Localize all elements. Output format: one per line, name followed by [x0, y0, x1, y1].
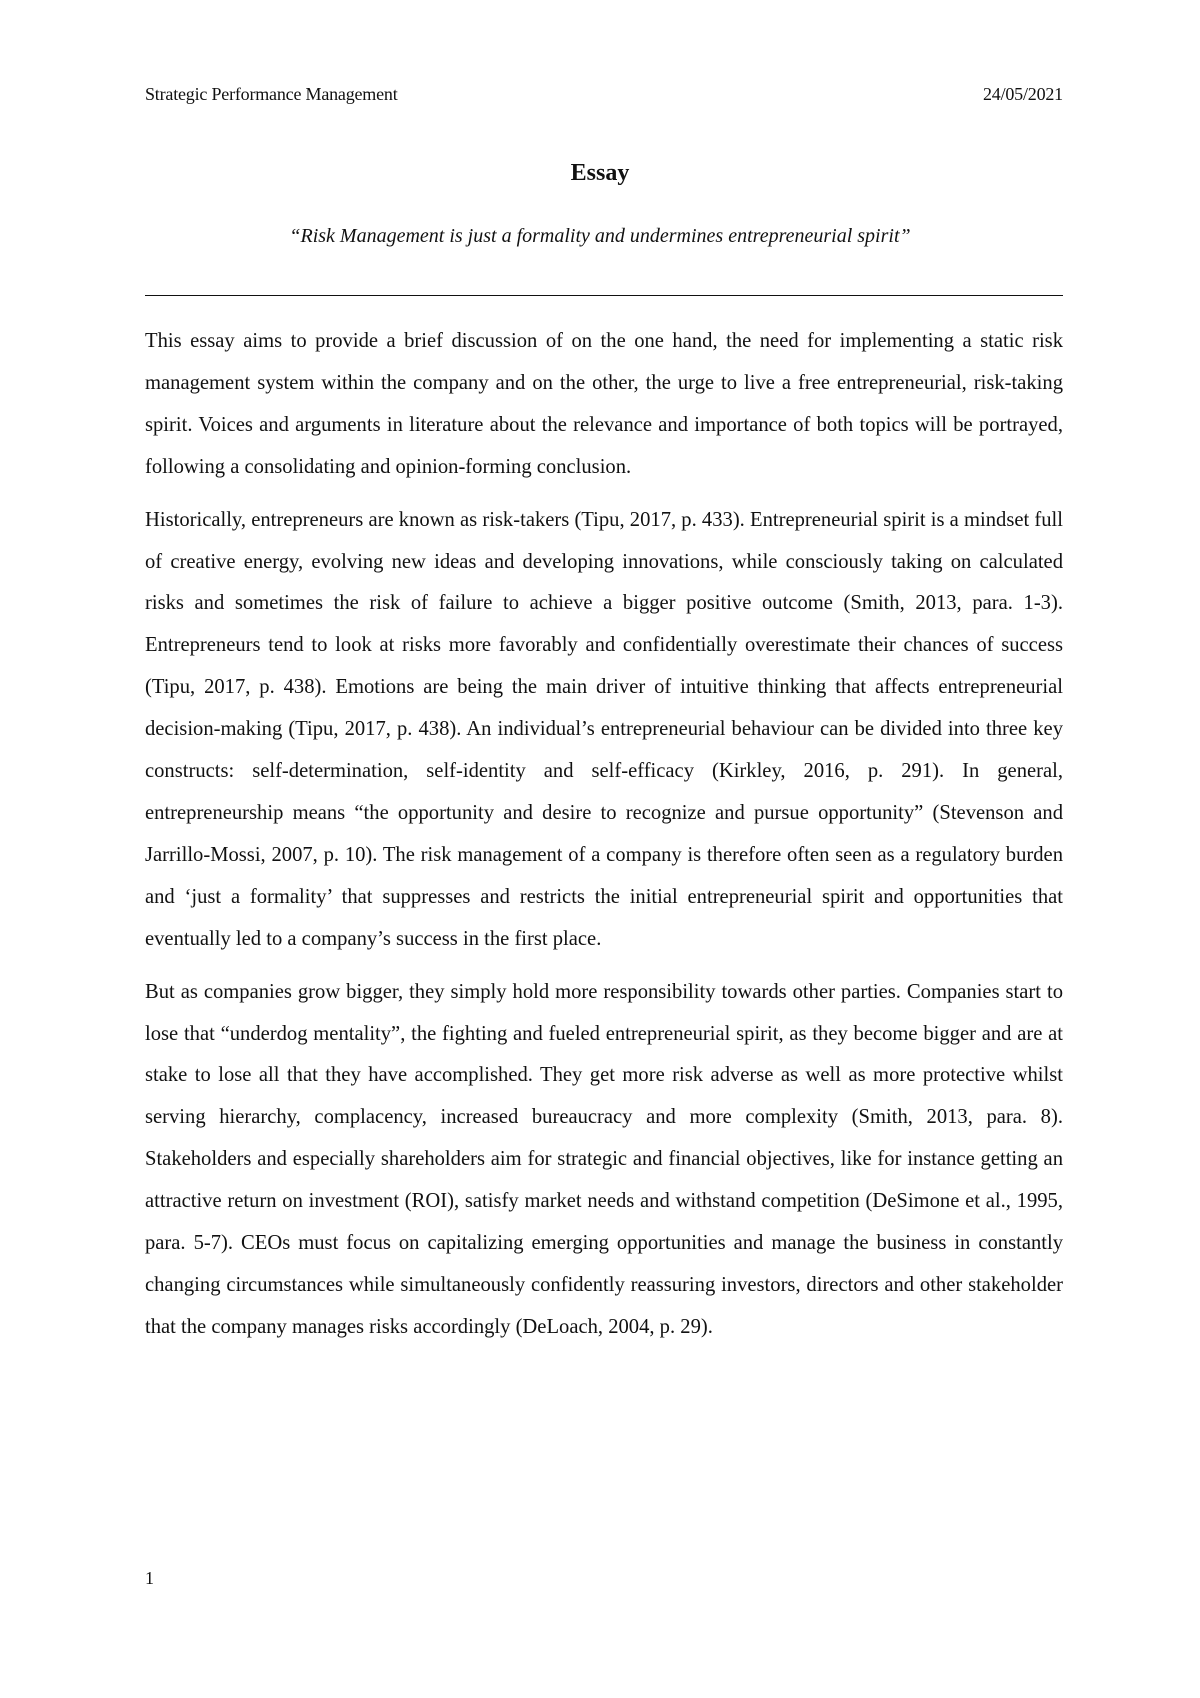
header-date: 24/05/2021: [982, 84, 1063, 104]
horizontal-rule: [145, 295, 1063, 296]
paragraph-2: Historically, entrepreneurs are known as risk-takers (Tipu, 2017, p. 433). Entrepreneurial spirit is a mindset full of creative energy, evolving new ideas and developing innovations, while consciously taking on calculated risks and sometimes the risk of failure to achieve a bigger positive outcome (Smith, 2013, para. 1-3). Entrepreneurs tend to look at risks more favorably and confidentially overestimate their chances of success (Tipu, 2017, p. 438). Emotions are being the main driver of intuitive thinking that affects entrepreneurial decision-making (Tipu, 2017, p. 438). An individual’s entrepreneurial behaviour can be divided into three key constructs: self-determination, self-identity and self-efficacy (Kirkley, 2016, p. 291). In general, entrepreneurship means “the opportunity and desire to recognize and pursue opportunity” (Stevenson and Jarrillo-Mossi, 2007, p. 10). The risk management of a company is therefore often seen as a regulatory burden and ‘just a formality’ that suppresses and restricts the initial entrepreneurial spirit and opportunities that eventually led to a company’s success in the first place.: [145, 508, 1063, 950]
essay-body: [145, 321, 1063, 1360]
paragraph-1: This essay aims to provide a brief discussion of on the one hand, the need for implementing a static risk management system within the company and on the other, the urge to live a free entrepreneurial, risk-taking spirit. Voices and arguments in literature about the relevance and importance of both topics will be portrayed, following a consolidating and opinion-forming conclusion.: [145, 330, 1063, 478]
paragraph-3: But as companies grow bigger, they simply hold more responsibility towards other parties. Companies start to lose that “underdog mentality”, the fighting and fueled entrepreneurial spirit, as they become bigger and are at stake to lose all that they have accomplished. They get more risk adverse as well as more protective whilst serving hierarchy, complacency, increased bureaucracy and more complexity (Smith, 2013, para. 8). Stakeholders and especially shareholders aim for strategic and financial objectives, like for instance getting an attractive return on investment (ROI), satisfy market needs and withstand competition (DeSimone et al., 1995, para. 5-7). CEOs must focus on capitalizing emerging opportunities and manage the business in constantly changing circumstances while simultaneously confidently reassuring investors, directors and other stakeholder that the company manages risks accordingly (DeLoach, 2004, p. 29).: [145, 980, 1063, 1338]
essay-subtitle: “Risk Management is just a formality and undermines entrepreneurial spirit”: [289, 225, 911, 247]
running-header: [145, 84, 1063, 105]
page-number: 1: [145, 1568, 154, 1588]
header-course: Strategic Performance Management: [145, 84, 398, 104]
essay-title: Essay: [570, 160, 630, 186]
